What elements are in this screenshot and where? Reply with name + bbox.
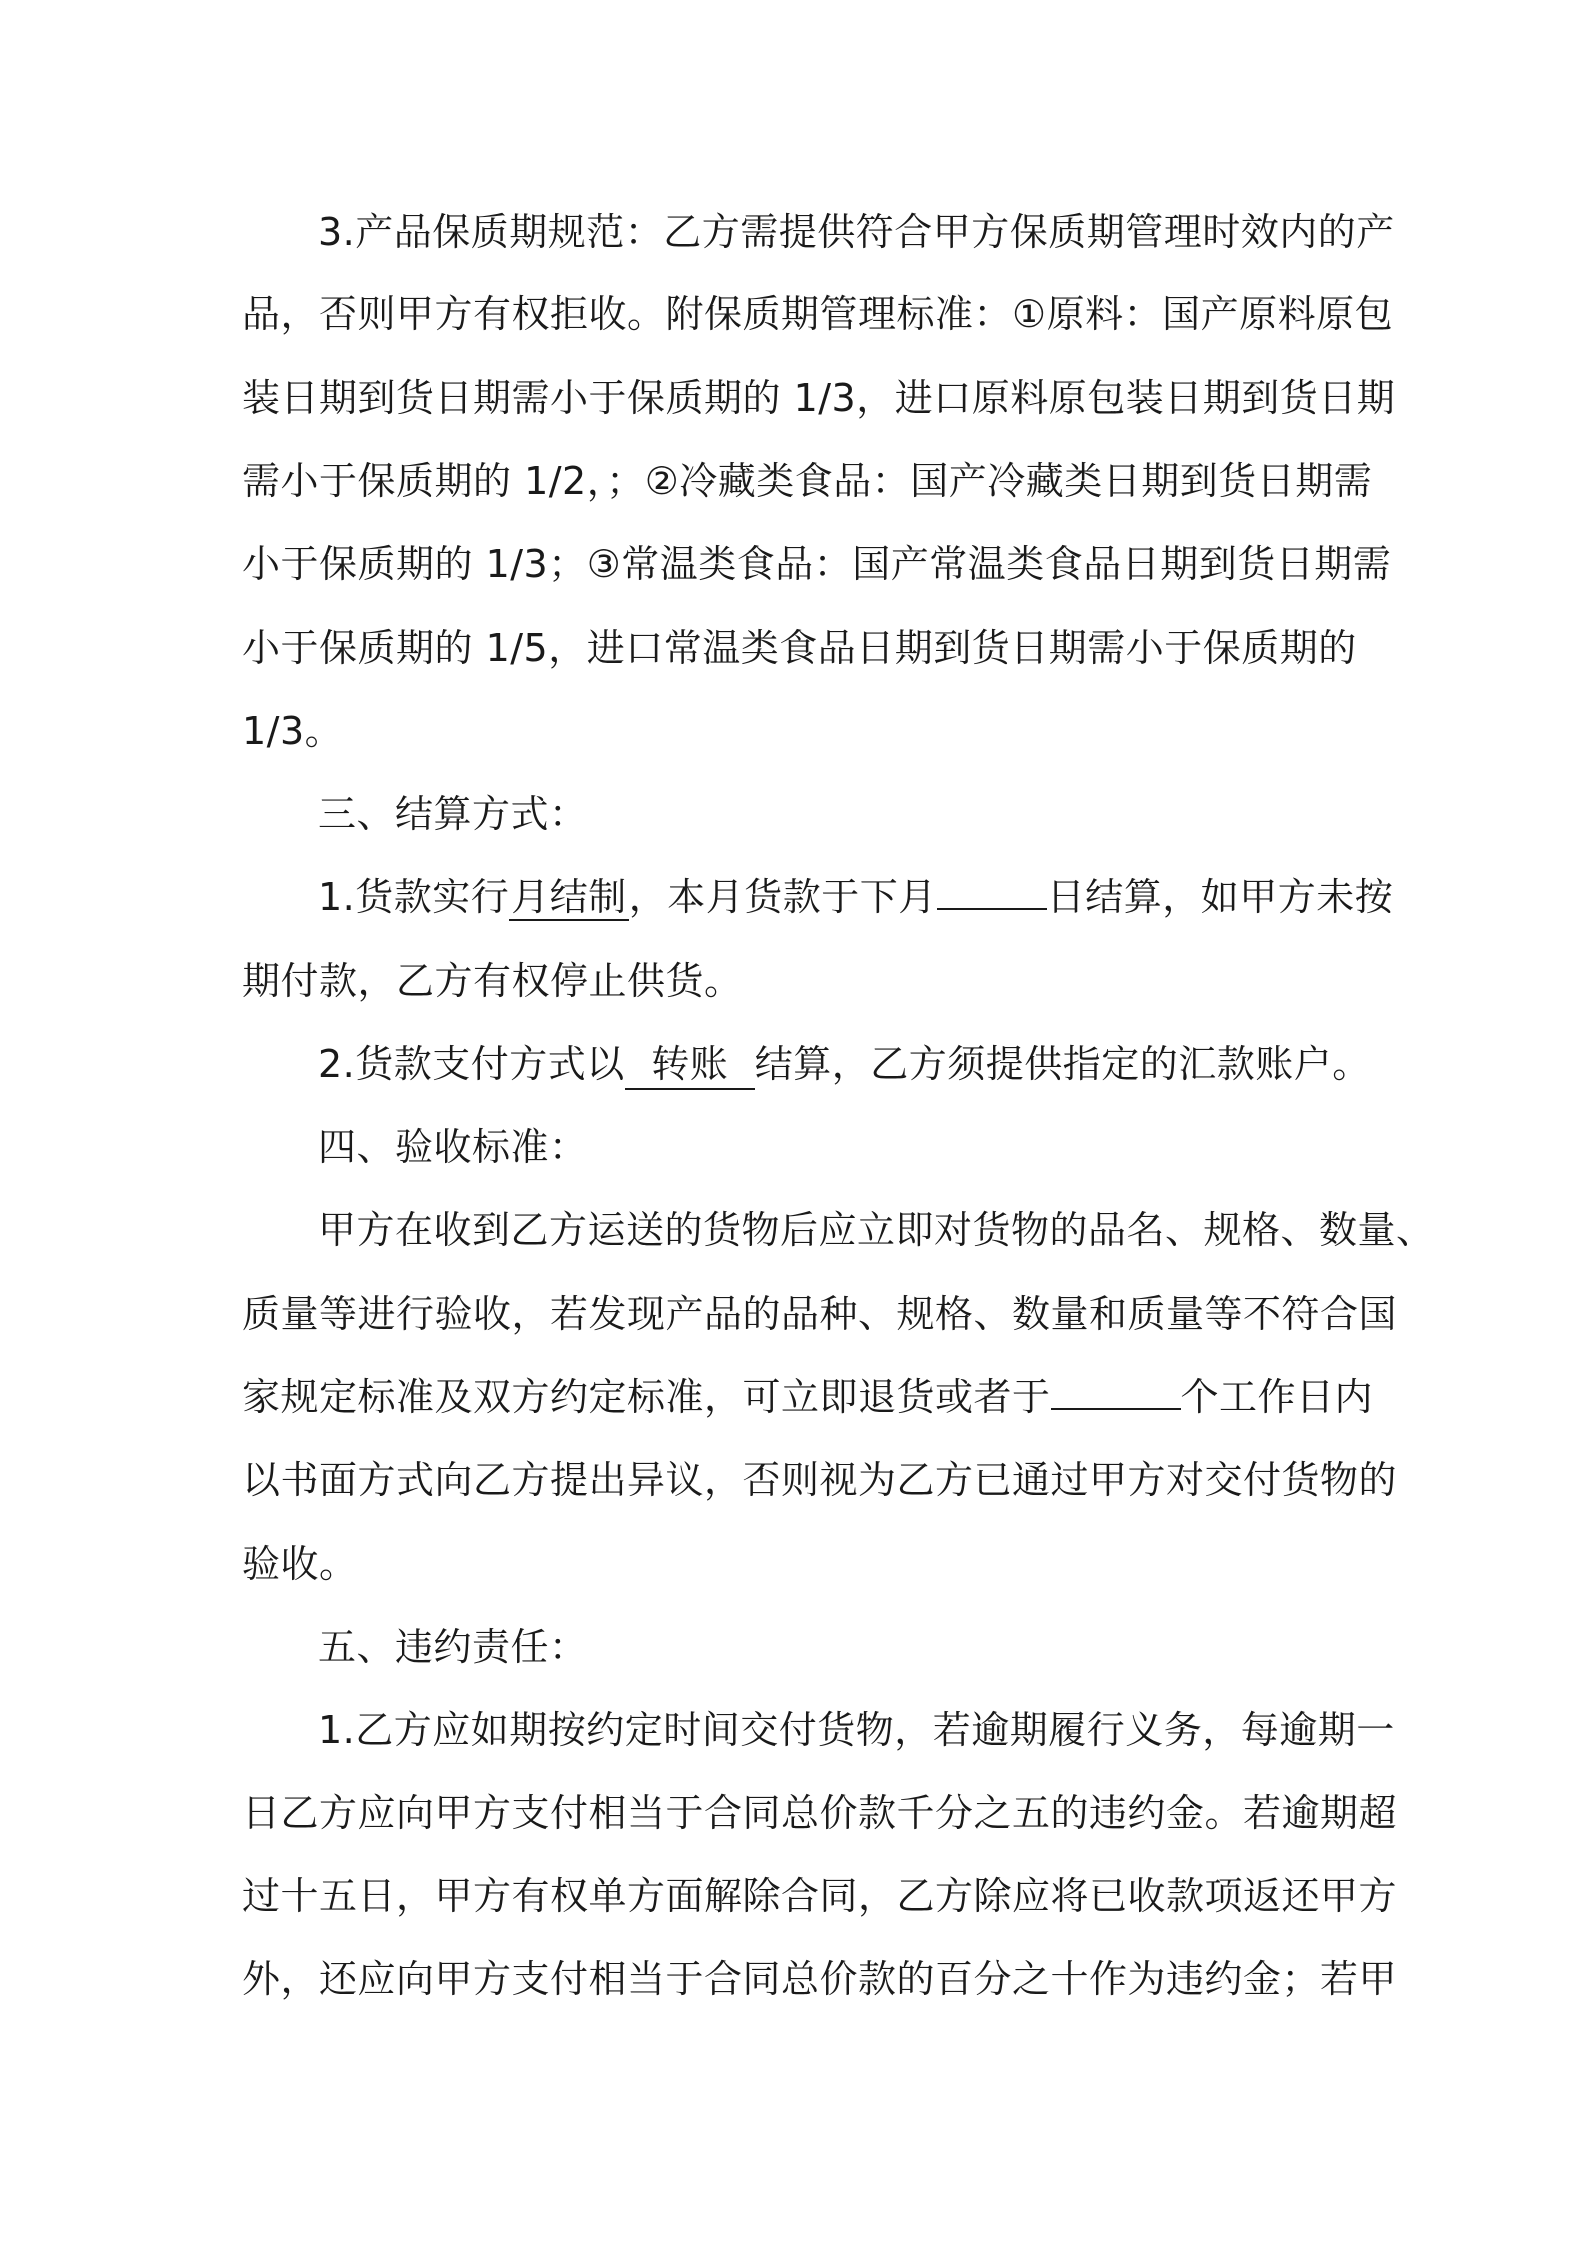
- breach-line-4: 外，还应向甲方支付相当于合同总价款的百分之十作为违约金；若甲: [242, 1957, 1398, 2001]
- acceptance-line-3: [242, 1367, 1374, 1427]
- shelf-life-line-5: 小于保质期的 1/3；③常温类食品：国产常温类食品日期到货日期需: [242, 542, 1392, 586]
- settlement-2-suffix: 结算，乙方须提供指定的汇款账户。: [754, 1042, 1371, 1086]
- section-5-heading: 五、违约责任：: [318, 1625, 588, 1669]
- settlement-2-prefix: 2.货款支付方式以: [318, 1042, 625, 1086]
- shelf-life-line-4: 需小于保质期的 1/2，；②冷藏类食品：国产冷藏类日期到货日期需: [242, 459, 1373, 503]
- breach-line-2: 日乙方应向甲方支付相当于合同总价款千分之五的违约金。若逾期超: [242, 1791, 1398, 1835]
- acceptance-line-5: 验收。: [242, 1542, 358, 1586]
- shelf-life-line-2: 品，否则甲方有权拒收。附保质期管理标准：①原料：国产原料原包: [242, 292, 1394, 336]
- section-3-heading: 三、结算方式：: [318, 792, 588, 836]
- section-4-heading: 四、验收标准：: [318, 1125, 588, 1169]
- shelf-life-line-1: 3.产品保质期规范：乙方需提供符合甲方保质期管理时效内的产: [318, 210, 1395, 254]
- settlement-clause-1-cont: 期付款，乙方有权停止供货。: [242, 959, 743, 1003]
- acceptance-line-4: 以书面方式向乙方提出异议，否则视为乙方已通过甲方对交付货物的: [242, 1458, 1398, 1502]
- settlement-clause-1: [318, 867, 1438, 927]
- settlement-1-prefix: 1.货款实行: [318, 875, 510, 919]
- breach-line-3: 过十五日，甲方有权单方面解除合同，乙方除应将已收款项返还甲方: [242, 1874, 1398, 1918]
- shelf-life-line-3: 装日期到货日期需小于保质期的 1/3，进口原料原包装日期到货日期: [242, 376, 1396, 420]
- acceptance-3-suffix: 个工作日内: [1180, 1375, 1374, 1419]
- acceptance-3-prefix: 家规定标准及双方约定标准，可立即退货或者于: [242, 1375, 1051, 1419]
- workday-count-blank: [1051, 1408, 1181, 1410]
- breach-line-1: 1.乙方应如期按约定时间交付货物，若逾期履行义务，每逾期一: [318, 1708, 1395, 1752]
- shelf-life-line-6: 小于保质期的 1/5，进口常温类食品日期到货日期需小于保质期的: [242, 626, 1357, 670]
- acceptance-line-2: 质量等进行验收，若发现产品的品种、规格、数量和质量等不符合国: [242, 1292, 1398, 1336]
- settlement-day-blank: [937, 908, 1047, 910]
- shelf-life-line-7: 1/3。: [242, 709, 344, 753]
- settlement-1-suffix: 日结算，如甲方未按: [1046, 875, 1394, 919]
- settlement-method-field: 月结制: [511, 875, 627, 919]
- settlement-clause-2: [318, 1034, 1438, 1094]
- acceptance-line-1: 甲方在收到乙方运送的货物后应立即对货物的品名、规格、数量、: [318, 1208, 1435, 1252]
- settlement-1-middle: ，本月货款于下月: [628, 875, 937, 919]
- payment-method-field: 转账: [625, 1040, 755, 1090]
